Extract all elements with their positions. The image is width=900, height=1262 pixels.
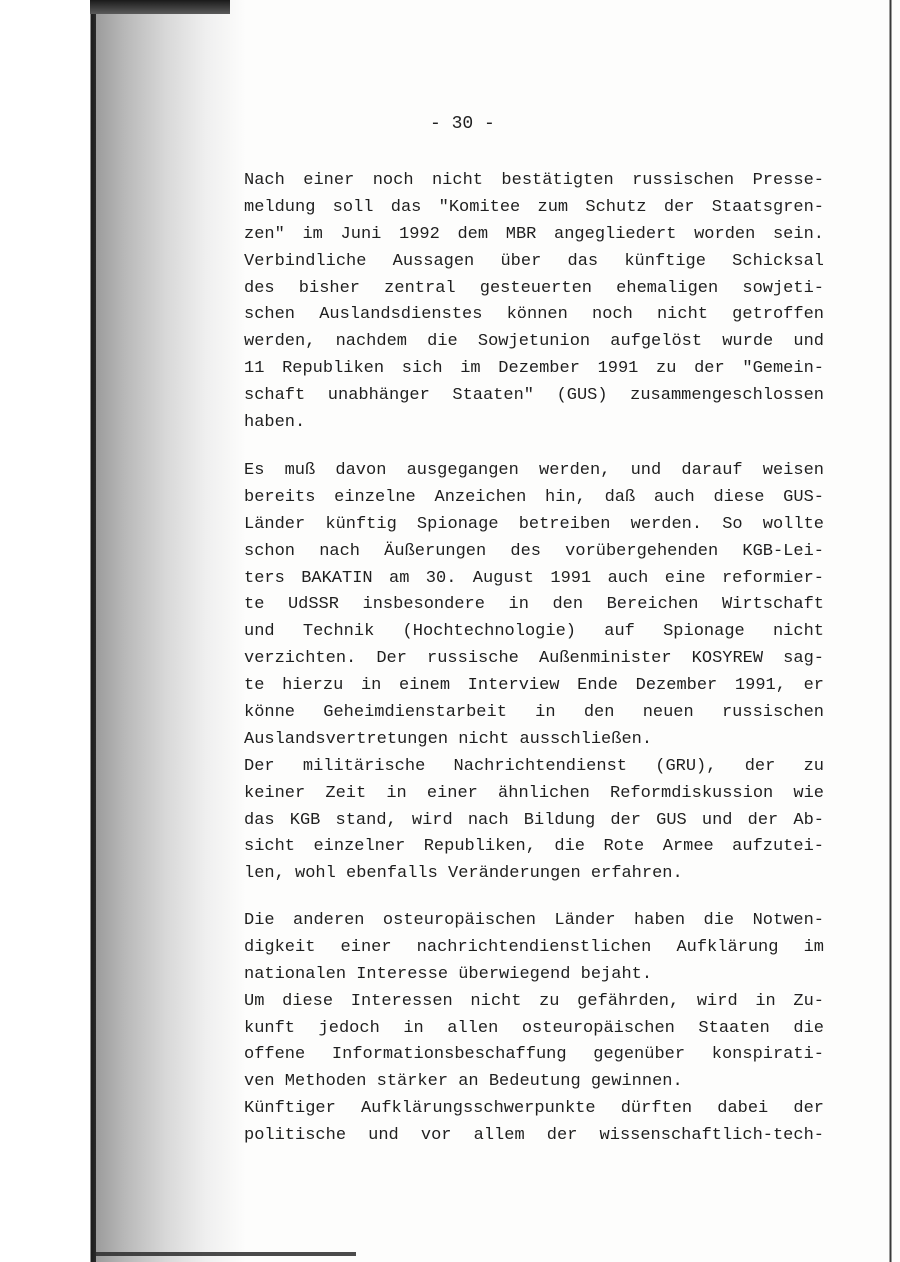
text-line: Die anderen osteuropäischen Länder haben die Notwen-: [244, 911, 824, 930]
binding-edge: [0, 0, 96, 1262]
page-number: - 30 -: [430, 114, 495, 134]
text-line: politische und vor allem der wissenschaftlich-tech-: [244, 1126, 824, 1146]
text-line: schaft unabhänger Staaten" (GUS) zusammengeschlossen: [244, 386, 824, 406]
text-line: bereits einzelne Anzeichen hin, daß auch diese GUS-: [244, 487, 824, 507]
text-line: sicht einzelner Republiken, die Rote Armee aufzutei-: [244, 837, 824, 857]
paragraph-3: [244, 908, 824, 1150]
text-line: Länder künftig Spionage betreiben werden. So wollte: [244, 514, 824, 534]
scan-artifact-top: [90, 0, 230, 14]
paragraph-1: [244, 168, 824, 437]
text-line: haben.: [244, 413, 306, 433]
text-line: ven Methoden stärker an Bedeutung gewinnen.: [244, 1072, 683, 1092]
text-line: werden, nachdem die Sowjetunion aufgelöst wurde und: [244, 332, 824, 352]
page-right-edge: [880, 0, 900, 1262]
text-line: des bisher zentral gesteuerten ehemaligen sowjeti-: [244, 278, 824, 298]
scan-artifact-bottom: [96, 1252, 356, 1256]
text-line: zen" im Juni 1992 dem MBR angegliedert worden sein.: [244, 224, 824, 244]
text-line: verzichten. Der russische Außenminister KOSYREW sag-: [244, 649, 824, 669]
text-line: Künftiger Aufklärungsschwerpunkte dürften dabei der: [244, 1099, 824, 1119]
text-line: und Technik (Hochtechnologie) auf Spionage nicht: [244, 622, 824, 642]
text-line: digkeit einer nachrichtendienstlichen Aufklärung im: [244, 937, 824, 957]
text-line: keiner Zeit in einer ähnlichen Reformdiskussion wie: [244, 783, 824, 803]
text-line: schon nach Äußerungen des vorübergehenden KGB-Lei-: [244, 541, 824, 561]
text-line: ters BAKATIN am 30. August 1991 auch eine reformier-: [244, 568, 824, 588]
text-line: te UdSSR insbesondere in den Bereichen Wirtschaft: [244, 595, 824, 615]
text-line: schen Auslandsdienstes können noch nicht getroffen: [244, 305, 824, 325]
text-line: Der militärische Nachrichtendienst (GRU), der zu: [244, 756, 824, 776]
text-line: könne Geheimdienstarbeit in den neuen russischen: [244, 703, 824, 723]
text-line: 11 Republiken sich im Dezember 1991 zu der "Gemein-: [244, 359, 824, 379]
text-line: kunft jedoch in allen osteuropäischen Staaten die: [244, 1018, 824, 1038]
paragraph-2: [244, 458, 824, 888]
text-line: len, wohl ebenfalls Veränderungen erfahren.: [244, 864, 683, 884]
text-line: Nach einer noch nicht bestätigten russischen Presse-: [244, 171, 824, 190]
text-line: te hierzu in einem Interview Ende Dezember 1991, er: [244, 676, 824, 696]
text-line: Um diese Interessen nicht zu gefährden, wird in Zu-: [244, 991, 824, 1011]
text-line: nationalen Interesse überwiegend bejaht.: [244, 964, 653, 984]
text-line: das KGB stand, wird nach Bildung der GUS und der Ab-: [244, 810, 824, 830]
text-line: meldung soll das "Komitee zum Schutz der Staatsgren-: [244, 197, 824, 217]
text-line: Auslandsvertretungen nicht ausschließen.: [244, 729, 653, 749]
gutter-shadow: [96, 0, 246, 1262]
text-line: Es muß davon ausgegangen werden, und darauf weisen: [244, 461, 824, 480]
text-line: offene Informationsbeschaffung gegenüber konspirati-: [244, 1045, 824, 1065]
text-line: Verbindliche Aussagen über das künftige Schicksal: [244, 251, 824, 271]
